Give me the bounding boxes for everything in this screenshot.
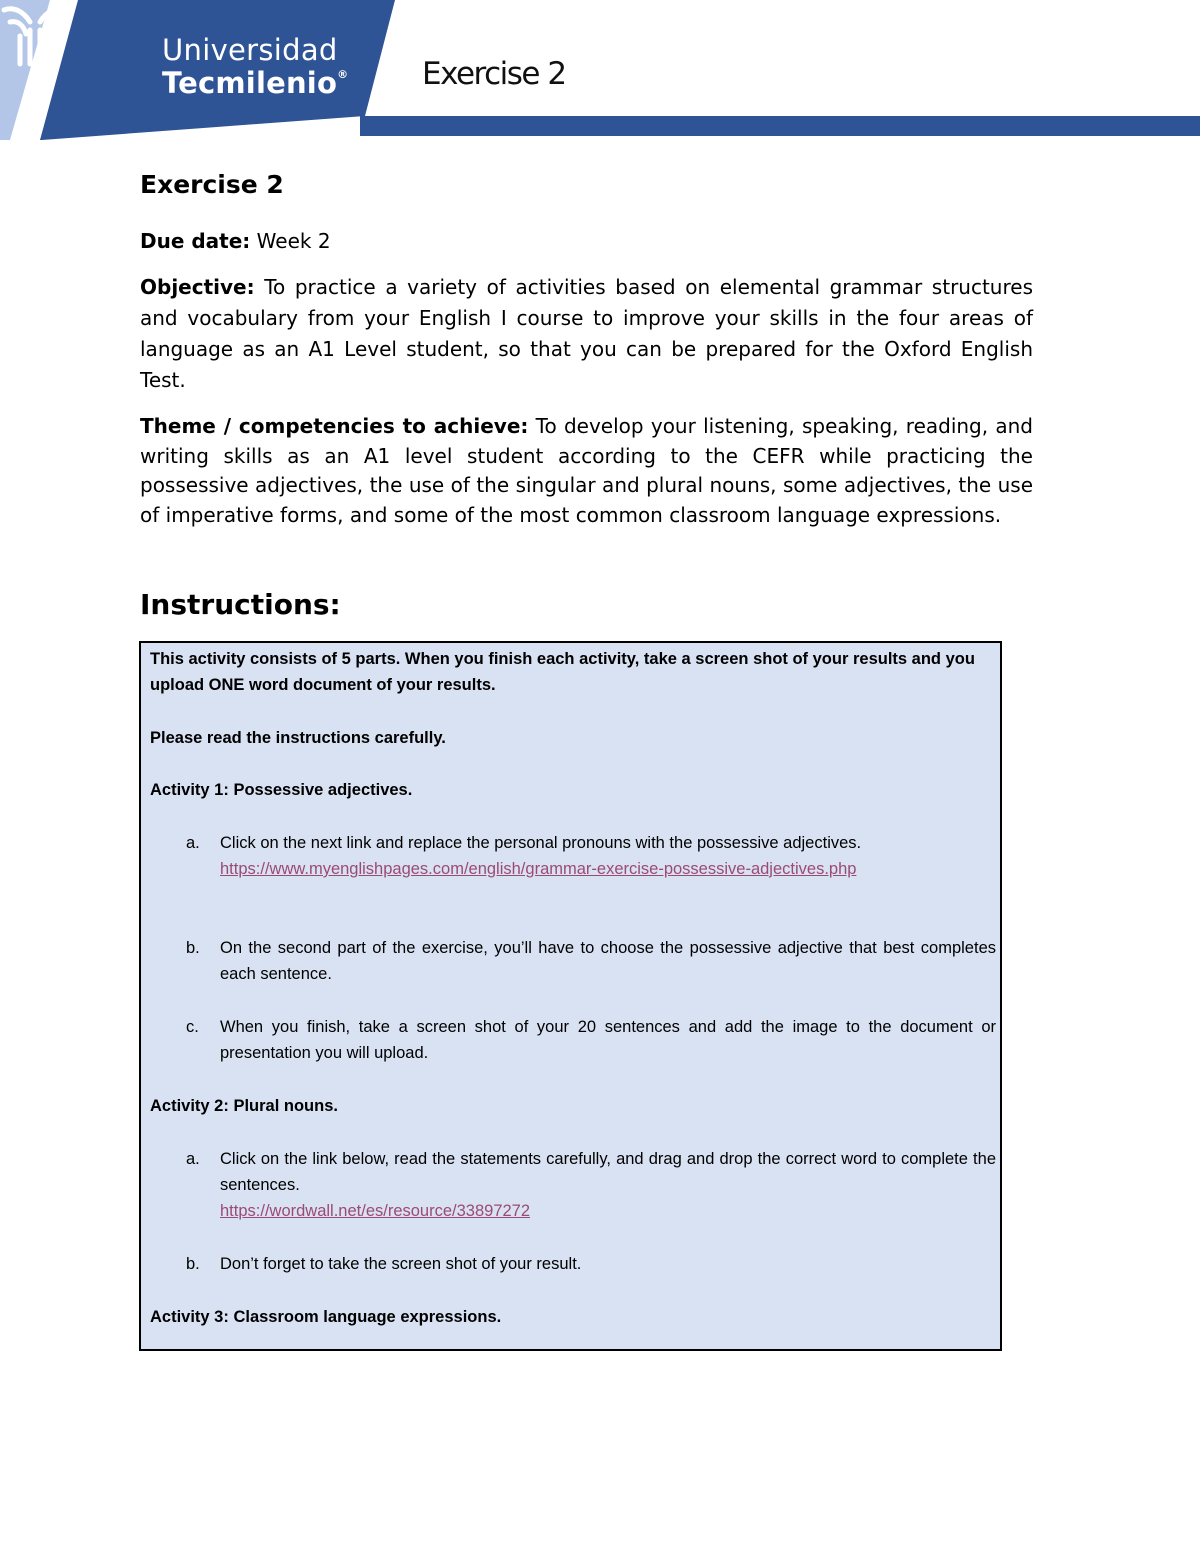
header-title: Exercise 2	[422, 56, 566, 92]
due-date-value: Week 2	[250, 229, 331, 253]
possessive-adjectives-link[interactable]: https://www.myenglishpages.com/english/grammar-exercise-possessive-adjectives.php	[220, 860, 857, 878]
logo-line-2	[162, 66, 349, 100]
list-marker: a.	[186, 834, 200, 852]
registered-mark: ®	[337, 68, 349, 81]
activity-1-item-a	[186, 830, 996, 882]
read-carefully-text: Please read the instructions carefully.	[150, 729, 446, 747]
page-header	[0, 0, 1200, 140]
intro-text: This activity consists of 5 parts. When you finish each activity, take a screen shot of your results and you upload ONE word document of your results.	[150, 650, 975, 694]
activity-1-title: Activity 1: Possessive adjectives.	[150, 781, 413, 799]
list-marker: b.	[186, 939, 200, 957]
activity-1-item-c-text: When you finish, take a screen shot of your 20 sentences and add the image to the document or presentation you will upload.	[220, 1018, 996, 1062]
instructions-heading: Instructions:	[140, 588, 341, 621]
due-date-label: Due date:	[140, 229, 251, 253]
objective-label: Objective:	[140, 275, 255, 299]
tecmilenio-logo-icon	[0, 0, 70, 68]
activity-1-item-c	[186, 1014, 996, 1066]
logo-wordmark	[162, 33, 349, 100]
activity-3-title: Activity 3: Classroom language expressions.	[150, 1308, 502, 1326]
objective-paragraph	[140, 272, 1033, 396]
theme-label: Theme / competencies to achieve:	[140, 414, 529, 438]
activity-2-item-b-text: Don’t forget to take the screen shot of your result.	[220, 1255, 582, 1273]
instructions-box	[139, 641, 1002, 1351]
logo-line-1: Universidad	[162, 33, 338, 67]
list-marker: b.	[186, 1255, 200, 1273]
activity-1-item-b	[186, 935, 996, 987]
due-date	[140, 226, 331, 257]
activity-1-item-a-text: Click on the next link and replace the personal pronouns with the possessive adjectives.	[220, 834, 862, 852]
activity-2-item-a-text: Click on the link below, read the statements carefully, and drag and drop the correct word to complete the sentences.	[220, 1150, 996, 1194]
wordwall-link[interactable]: https://wordwall.net/es/resource/33897272	[220, 1202, 531, 1220]
page-heading: Exercise 2	[140, 170, 284, 199]
activity-2-item-b	[186, 1251, 996, 1277]
list-marker: c.	[186, 1018, 199, 1036]
objective-text: To practice a variety of activities based on elemental grammar structures and vocabulary from your English I course to improve your skills in the four areas of language as an A1 Level student, so that you can be prepared for the Oxford English Test.	[140, 275, 1033, 392]
activity-2-item-a	[186, 1146, 996, 1224]
page-heading-block	[140, 170, 1033, 199]
theme-text: To develop your listening, speaking, reading, and writing skills as an A1 level student according to the CEFR while practicing the possessive adjectives, the use of the singular and plural nouns, some adjectives, the use of imperative forms, and some of the most common classroom language expressions.	[140, 414, 1033, 527]
logo-line-2-text: Tecmilenio	[162, 66, 338, 100]
list-marker: a.	[186, 1150, 200, 1168]
activity-1-item-b-text: On the second part of the exercise, you’ll have to choose the possessive adjective that best completes each sentence.	[220, 939, 996, 983]
theme-paragraph	[140, 412, 1033, 530]
activity-2-title: Activity 2: Plural nouns.	[150, 1097, 338, 1115]
